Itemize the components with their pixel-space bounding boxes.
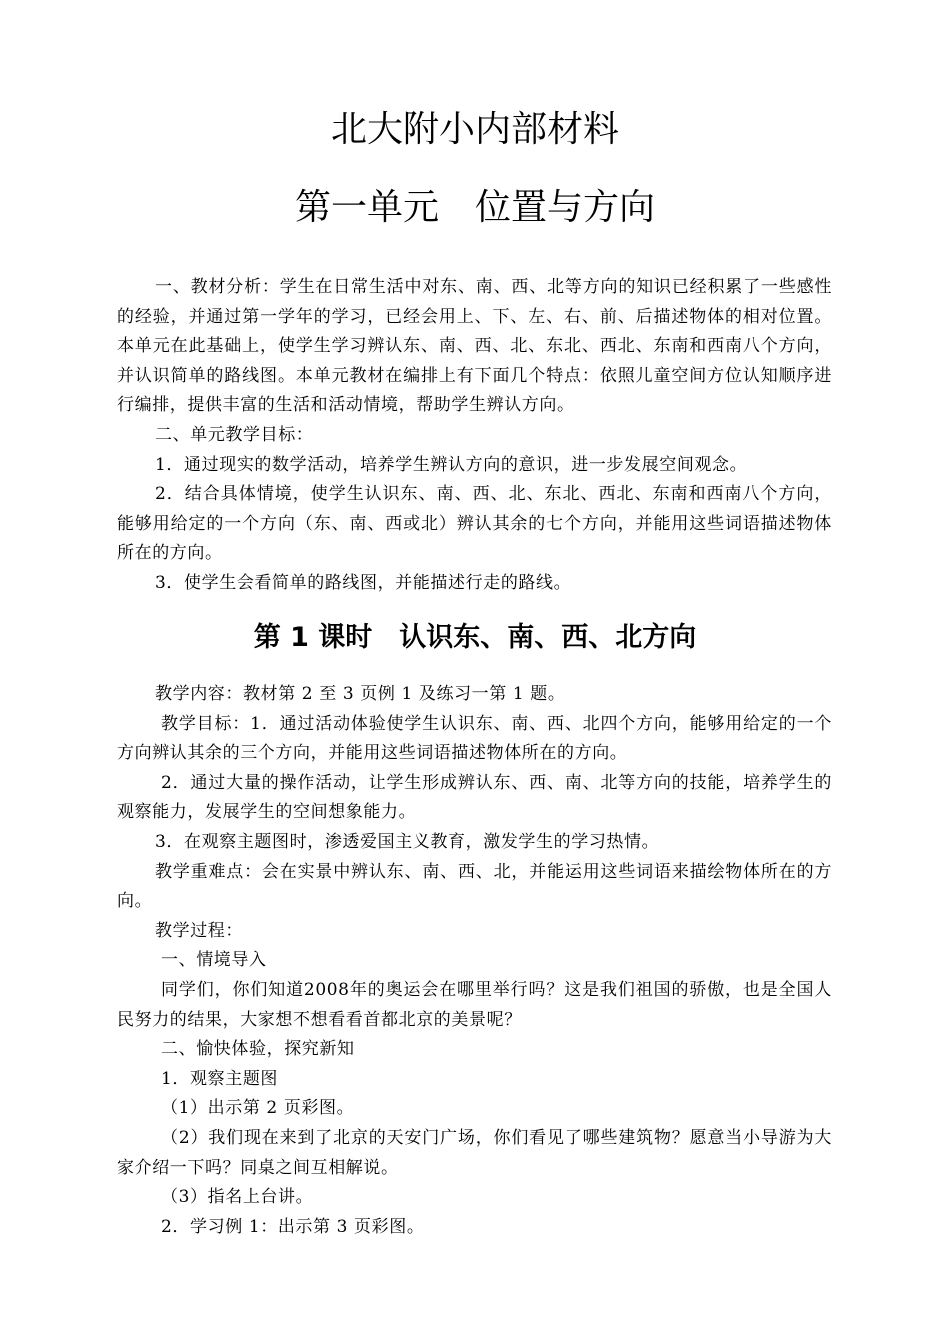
lesson-body: [117, 680, 832, 1242]
lesson-content-paragraph: 教学内容：教材第 2 至 3 页例 1 及练习一第 1 题。: [155, 684, 566, 704]
step-heading: 1．观察主题图: [161, 1068, 279, 1089]
step-item: （1）出示第 2 页彩图。: [161, 1098, 355, 1119]
unit-title: 第一单元 位置与方向: [294, 187, 655, 228]
lesson-goals-paragraph: 教学目标：1．通过活动体验使学生认识东、南、西、北四个方向，能够用给定的一个方向辨认其余的三个方向，并能用这些词语描述物体所在的方向。: [117, 713, 832, 764]
key-points-paragraph: 教学重难点：会在实景中辨认东、南、西、北，并能运用这些词语来描绘物体所在的方向。: [117, 861, 832, 912]
section-heading: 一、情境导入: [161, 950, 267, 971]
lesson-goal-item: 2．通过大量的操作活动，让学生形成辨认东、西、南、北等方向的技能，培养学生的观察能力，发展学生的空间想象能力。: [117, 772, 832, 823]
unit-goal-item: 1．通过现实的数学活动，培养学生辨认方向的意识，进一步发展空间观念。: [155, 454, 748, 475]
intro-paragraph: 同学们，你们知道2008年的奥运会在哪里举行吗？这是我们祖国的骄傲，也是全国人民努力的结果，大家想不想看看首都北京的美景呢？: [117, 979, 832, 1030]
lesson-goal-item: 3．在观察主题图时，渗透爱国主义教育，激发学生的学习热情。: [155, 831, 660, 852]
unit-goal-item: 2．结合具体情境，使学生认识东、南、西、北、东北、西北、东南和西南八个方向，能够用给定的一个方向（东、南、西或北）辨认其余的七个方向，并能用这些词语描述物体所在的方向。: [117, 484, 832, 564]
step-item: （2）我们现在来到了北京的天安门广场，你们看见了哪些建筑物？愿意当小导游为大家介绍一下吗？同桌之间互相解说。: [117, 1127, 832, 1178]
step-item: （3）指名上台讲。: [161, 1187, 314, 1208]
unit-goal-item: 3．使学生会看简单的路线图，并能描述行走的路线。: [155, 572, 572, 593]
section-heading: 二、愉快体验，探究新知: [161, 1039, 355, 1060]
process-heading: 教学过程：: [155, 920, 243, 941]
lesson-title: 第 1 课时 认识东、南、西、北方向: [253, 622, 697, 653]
unit-goals-heading: 二、单元教学目标：: [155, 424, 314, 445]
unit-overview: [117, 273, 832, 599]
material-analysis-paragraph: 一、教材分析：学生在日常生活中对东、南、西、北等方向的知识已经积累了一些感性的经验，并通过第一学年的学习，已经会用上、下、左、右、前、后描述物体的相对位置。本单元在此基础上，使学生学习辨认东、南、西、北、东北、西北、东南和西南八个方向，并认识简单的路线图。本单元教材在编排上有下面几个特点：依照儿童空间方位认知顺序进行编排，提供丰富的生活和活动情境，帮助学生辨认方向。: [117, 277, 832, 416]
document-title: 北大附小内部材料: [330, 109, 619, 150]
step-heading: 2．学习例 1：出示第 3 页彩图。: [161, 1216, 425, 1237]
